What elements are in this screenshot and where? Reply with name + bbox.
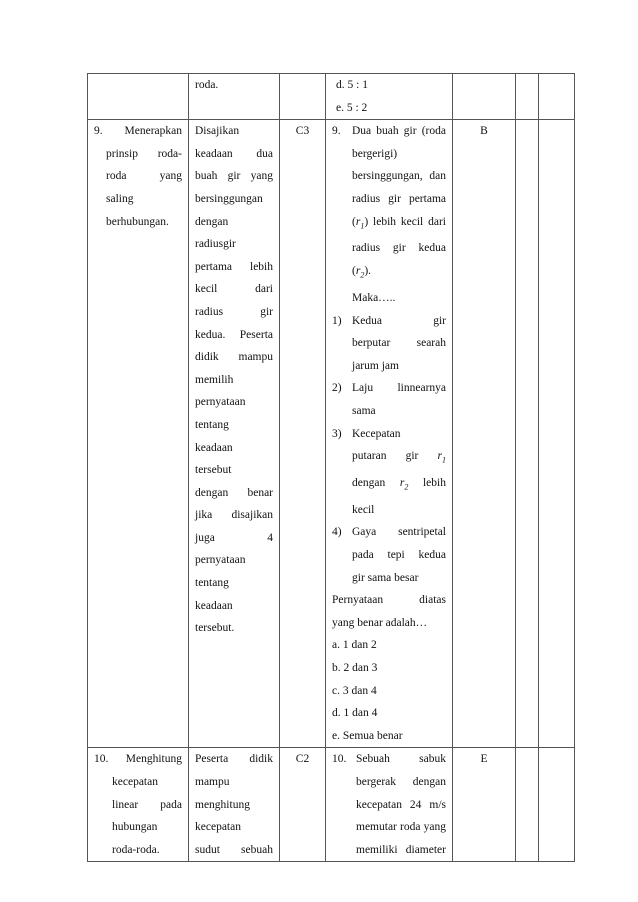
table-row-previous — [88, 74, 575, 120]
statement-number: 2) — [332, 382, 342, 395]
table-row-10 — [88, 748, 575, 862]
indicator-line: keadaan — [195, 441, 233, 454]
indicator-line: buah gir yang — [195, 170, 273, 183]
statement-number: 3) — [332, 427, 342, 440]
cognitive-level: C3 — [295, 125, 310, 138]
statement-line: putaran gir $r_1$ — [352, 450, 446, 465]
indicator-cell — [189, 74, 280, 120]
option-line: e. 5 : 2 — [336, 101, 368, 114]
statement-line: pada tepi kedua — [352, 549, 446, 562]
indicator-line: radius gir — [195, 305, 273, 318]
prompt-line: Pernyataan diatas — [332, 594, 446, 607]
question-line: bergerak dengan — [356, 776, 446, 788]
cognitive-level: C2 — [295, 753, 310, 766]
extra-cell-1 — [516, 120, 539, 748]
indicator-line: keadaan dua — [195, 147, 273, 160]
answer-cell — [453, 74, 516, 120]
question-number: 9. — [332, 125, 341, 138]
indicator-line: pernyataan — [195, 396, 246, 409]
competency-line: saling — [106, 192, 134, 205]
statement-line: gir sama besar — [352, 571, 419, 584]
statement-line: dengan $r_2$ lebih — [352, 476, 446, 492]
indicator-line: didik mampu — [195, 351, 273, 364]
statement-number: 1) — [332, 314, 342, 327]
question-line: $(r_1)$ lebih kecil dari — [352, 215, 446, 230]
indicator-line: dengan benar — [195, 486, 273, 499]
statement-item — [332, 377, 446, 422]
statement-item — [332, 423, 446, 522]
indicator-line: juga 4 — [195, 531, 273, 544]
option-line: c. 3 dan 4 — [332, 684, 377, 697]
option-line: d. 5 : 1 — [336, 79, 368, 91]
question-cell — [326, 120, 453, 748]
question-line: Maka….. — [352, 291, 396, 304]
extra-cell-2 — [539, 120, 575, 748]
level-cell — [280, 748, 326, 862]
competency-line: roda yang — [106, 170, 182, 183]
indicator-line: roda. — [195, 79, 219, 91]
statement-line: sama — [352, 404, 376, 417]
indicator-line: kecepatan — [195, 821, 241, 834]
indicator-line: sudut sebuah — [195, 843, 273, 856]
statement-line: berputar searah — [352, 337, 446, 350]
question-cell — [326, 748, 453, 862]
extra-cell-1 — [516, 74, 539, 120]
statement-line: kecil — [352, 503, 375, 516]
competency-line: hubungan — [112, 821, 158, 834]
indicator-cell — [189, 120, 280, 748]
indicator-line: kecil dari — [195, 283, 273, 296]
indicator-line: jika disajikan — [195, 509, 273, 522]
question-line: Dua buah gir (roda — [352, 125, 446, 138]
extra-cell-2 — [539, 748, 575, 862]
answer-key: B — [480, 125, 488, 138]
question-line: radius gir kedua $(r_2)$. — [352, 242, 446, 280]
indicator-line: bersinggungan — [195, 192, 263, 205]
competency-line: kecepatan — [112, 776, 158, 788]
option-line: d. 1 dan 4 — [332, 707, 378, 720]
indicator-line: memilih — [195, 373, 234, 386]
question-line: bersinggungan, dan — [352, 170, 446, 183]
question-line: Sebuah sabuk — [356, 753, 446, 766]
question-line: memutar roda yang — [356, 821, 446, 834]
question-line: bergerigi) — [352, 147, 398, 160]
indicator-line: kedua. Peserta — [195, 328, 273, 341]
competency-line: 10. Menghitung — [94, 753, 182, 766]
competency-line: prinsip roda- — [106, 147, 182, 160]
level-cell — [280, 120, 326, 748]
option-line: e. Semua benar — [332, 729, 403, 742]
answer-cell — [453, 748, 516, 862]
competency-cell — [88, 748, 189, 862]
indicator-line: radiusgir — [195, 238, 236, 251]
statement-number: 4) — [332, 526, 342, 539]
indicator-line: tersebut. — [195, 622, 235, 635]
competency-cell — [88, 120, 189, 748]
indicator-line: mampu — [195, 776, 230, 788]
indicator-line: tersebut — [195, 464, 232, 477]
indicator-line: menghitung — [195, 798, 250, 811]
indicator-line: pertama lebih — [195, 260, 273, 273]
indicator-line: tentang — [195, 418, 229, 431]
statement-item — [332, 310, 446, 378]
question-line: memiliki diameter — [356, 843, 446, 856]
competency-cell — [88, 74, 189, 120]
level-cell — [280, 74, 326, 120]
answer-cell — [453, 120, 516, 748]
competency-line: linear pada — [112, 798, 182, 811]
option-line: a. 1 dan 2 — [332, 639, 377, 652]
competency-line: 9. Menerapkan — [94, 125, 182, 138]
question-number: 10. — [332, 753, 347, 766]
indicator-line: Peserta didik — [195, 753, 273, 766]
question-line: radius gir pertama — [352, 192, 446, 205]
option-line: b. 2 dan 3 — [332, 662, 378, 675]
indicator-line: Disajikan — [195, 125, 240, 138]
answer-key: E — [480, 753, 488, 766]
extra-cell-1 — [516, 748, 539, 862]
extra-cell-2 — [539, 74, 575, 120]
competency-line: roda-roda. — [112, 843, 160, 856]
statement-line: Gaya sentripetal — [352, 526, 446, 539]
indicator-line: pernyataan — [195, 554, 246, 567]
prompt-line: yang benar adalah… — [332, 616, 428, 629]
question-grid-table — [87, 73, 575, 862]
indicator-line: tentang — [195, 577, 229, 590]
competency-line: berhubungan. — [106, 215, 169, 228]
indicator-line: dengan — [195, 215, 229, 228]
indicator-cell — [189, 748, 280, 862]
statement-line: Laju linnearnya — [352, 382, 446, 395]
statement-line: Kedua gir — [352, 314, 446, 327]
table-row-9 — [88, 120, 575, 748]
statement-item — [332, 521, 446, 589]
question-line: kecepatan 24 m/s — [356, 798, 446, 811]
indicator-line: keadaan — [195, 599, 233, 612]
statement-line: jarum jam — [352, 359, 399, 372]
question-cell — [326, 74, 453, 120]
statement-line: Kecepatan — [352, 427, 401, 440]
